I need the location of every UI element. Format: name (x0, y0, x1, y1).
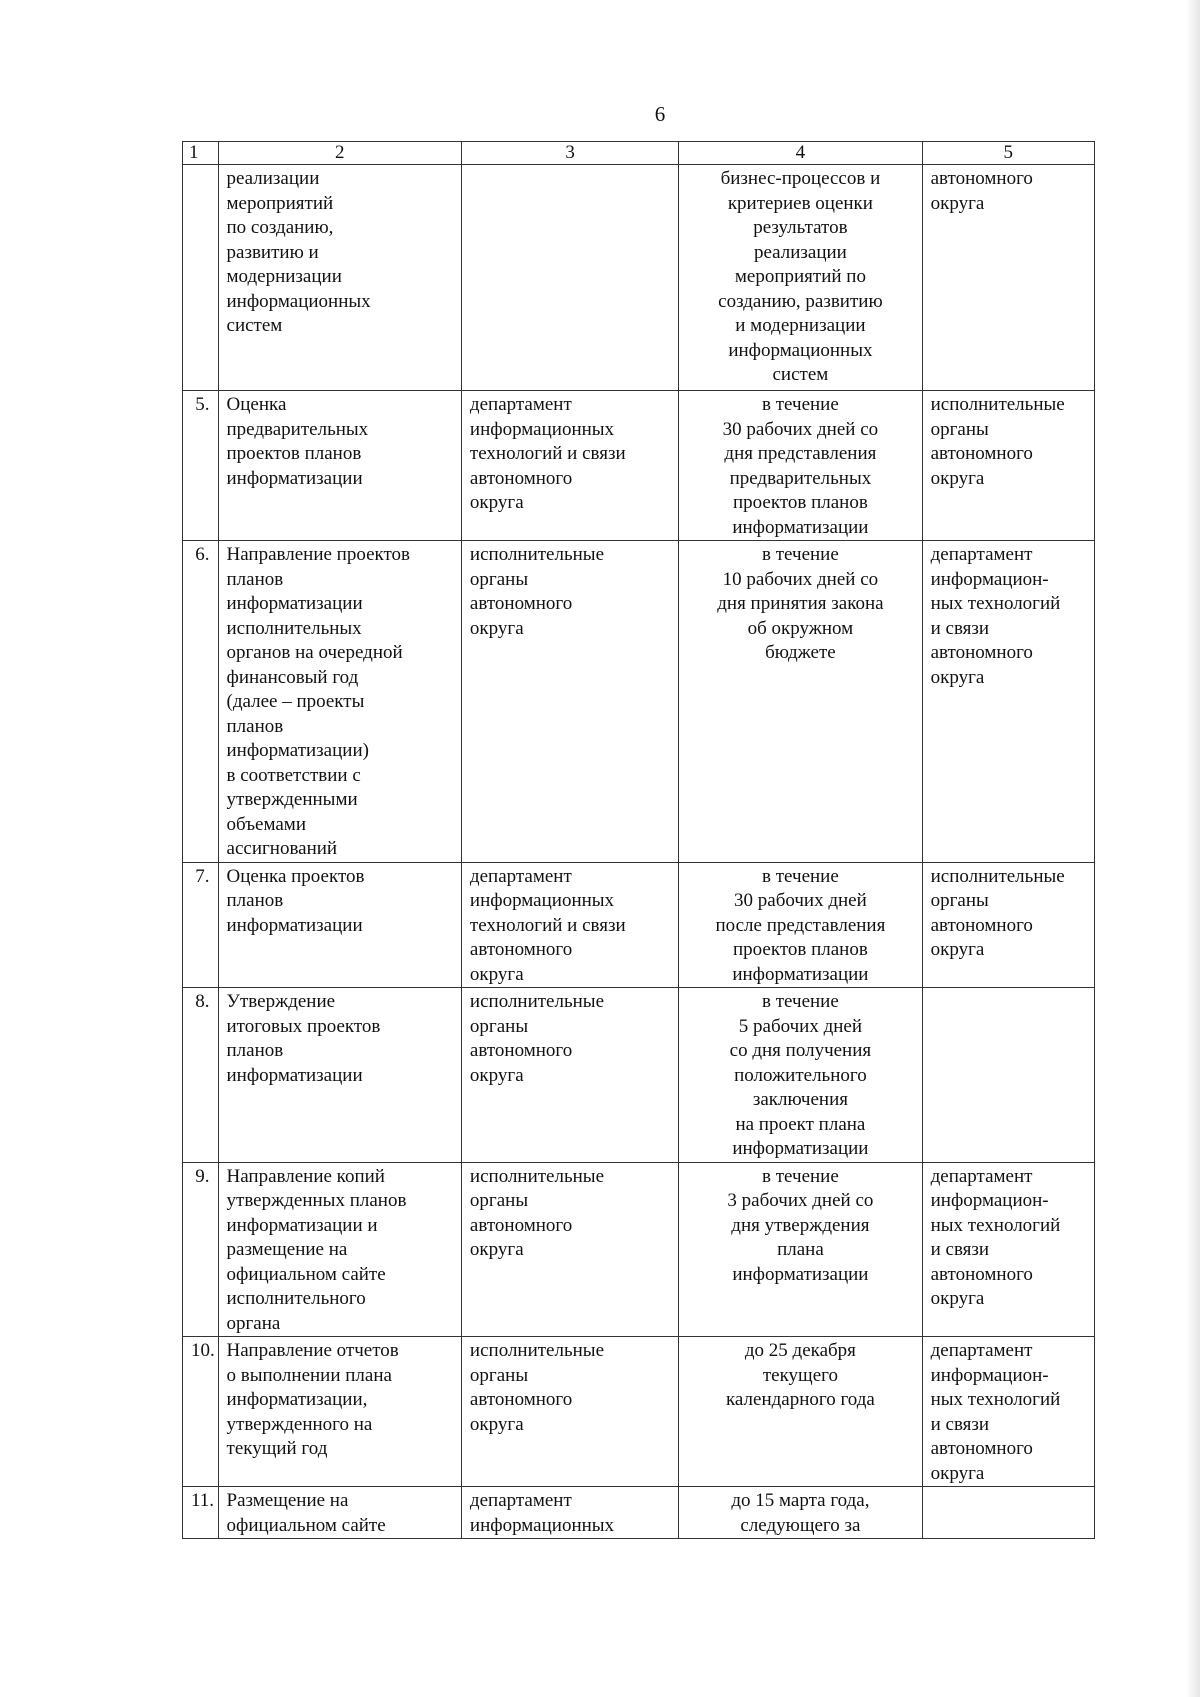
executor-cell (461, 862, 678, 988)
cell-line: утвержденных планов (226, 1190, 407, 1211)
cell-line: органы (930, 890, 989, 911)
cell-line: 5 рабочих дней (738, 1015, 863, 1037)
cell-line: результатов (753, 217, 848, 238)
cell-line: в течение (762, 865, 839, 887)
table-row (183, 391, 1095, 541)
cell-line: предварительных (226, 418, 369, 440)
cell-line: плана (777, 1239, 824, 1260)
header-row (183, 142, 1095, 165)
cell-line: округа (930, 192, 985, 214)
row-number: 7. (183, 862, 219, 988)
cell-line: критериев оценки (727, 192, 873, 214)
cell-line: мероприятий (226, 192, 334, 214)
term-cell (679, 1162, 922, 1337)
cell-line: информационных (226, 290, 371, 312)
cell-line: официальном сайте (226, 1514, 386, 1536)
executor-cell (461, 1337, 678, 1487)
cell-line: автономного (930, 1263, 1033, 1285)
table-row (183, 1162, 1095, 1337)
cell-line: текущий год (226, 1438, 328, 1459)
table-row (183, 541, 1095, 863)
row-number: 9. (183, 1162, 219, 1337)
action-cell (218, 862, 461, 988)
cell-line: ных технологий (930, 593, 1061, 614)
cell-line: 3 рабочих дней со (727, 1190, 874, 1211)
table-row (183, 1487, 1095, 1539)
cell-line: планов (226, 890, 284, 911)
action-cell (218, 1337, 461, 1487)
term-cell (679, 988, 922, 1163)
cell-line: утвержденного на (226, 1413, 373, 1435)
cell-line: ных технологий (930, 1389, 1061, 1410)
cell-line: Размещение на (226, 1490, 349, 1511)
cell-line: департамент (930, 1340, 1033, 1361)
table-row (183, 988, 1095, 1163)
cell-line: заключения (752, 1089, 848, 1110)
cell-line: на проект плана (735, 1113, 866, 1135)
cell-line: планов (226, 1040, 284, 1061)
cell-line: автономного (469, 1214, 573, 1236)
cell-line: предварительных (729, 467, 872, 489)
cell-line: финансовый год (226, 666, 359, 688)
cell-line: размещение на (226, 1239, 348, 1260)
cell-line: органы (469, 1364, 529, 1386)
cell-line: округа (469, 1239, 524, 1260)
cell-line: Направление проектов (226, 544, 411, 565)
cell-line: утвержденными (226, 789, 358, 810)
cell-line: исполнительные (930, 865, 1065, 887)
cell-line: округа (930, 1288, 985, 1309)
header-col-5: 5 (922, 142, 1094, 165)
cell-line: информационных (469, 418, 615, 440)
cell-line: Направление отчетов (226, 1340, 399, 1361)
cell-line: информационных (469, 1514, 615, 1536)
cell-line: планов (226, 568, 284, 590)
cell-line: в течение (762, 1165, 839, 1187)
cell-line: и связи (930, 617, 990, 639)
executor-cell (461, 1487, 678, 1539)
table-row (183, 1337, 1095, 1487)
cell-line: ассигнований (226, 838, 338, 859)
cell-line: округа (469, 1064, 524, 1086)
cell-line: органы (469, 568, 529, 590)
term-cell (679, 541, 922, 863)
cell-line: бизнес-процессов и (720, 168, 881, 189)
row-number: 10. (183, 1337, 219, 1487)
cell-line: округа (469, 1413, 524, 1435)
cell-line: автономного (469, 467, 573, 489)
header-col-2: 2 (218, 142, 461, 165)
cell-line: информатизации (226, 914, 363, 936)
cell-line: планов (226, 715, 284, 737)
cell-line: округа (469, 617, 524, 639)
table-row (183, 862, 1095, 988)
cell-line: органы (469, 1190, 529, 1211)
header-col-1: 1 (183, 142, 219, 165)
cell-line: округа (930, 666, 985, 688)
executor-cell (461, 391, 678, 541)
action-cell (218, 1162, 461, 1337)
cell-line: дня принятия закона (717, 593, 884, 614)
table-body (183, 165, 1095, 1539)
cell-line: дня представления (724, 443, 877, 464)
cell-line: информатизации (732, 963, 869, 985)
cell-line: систем (226, 315, 283, 336)
cell-line: органа (226, 1312, 281, 1334)
row-number: 5. (183, 391, 219, 541)
executor-cell (461, 988, 678, 1163)
cell-line: информацион- (930, 568, 1049, 590)
cell-line: в соответствии с (226, 764, 361, 786)
cell-line: по созданию, (226, 217, 334, 238)
cell-line: и связи (930, 1239, 990, 1260)
recipient-cell (922, 541, 1094, 863)
cell-line: 30 рабочих дней со (722, 418, 879, 440)
scan-edge-shadow (1186, 0, 1200, 1697)
cell-line: (далее – проекты (226, 691, 365, 712)
cell-line: текущего (762, 1364, 838, 1386)
cell-line: информатизации и (226, 1214, 378, 1236)
cell-line: округа (469, 492, 524, 513)
cell-line: проектов планов (733, 492, 868, 513)
recipient-cell (922, 1162, 1094, 1337)
cell-line: объемами (226, 813, 306, 835)
cell-line: в течение (762, 394, 839, 415)
cell-line: информацион- (930, 1190, 1049, 1211)
cell-line: итоговых проектов (226, 1015, 381, 1037)
cell-line: проектов планов (226, 443, 362, 464)
term-cell (679, 1487, 922, 1539)
action-cell (218, 391, 461, 541)
cell-line: информатизации (732, 516, 869, 538)
cell-line: в течение (762, 544, 839, 565)
cell-line: автономного (469, 1389, 573, 1410)
action-cell (218, 988, 461, 1163)
row-number: 6. (183, 541, 219, 863)
cell-line: систем (772, 364, 829, 385)
recipient-cell (922, 988, 1094, 1163)
cell-line: информатизации (226, 467, 363, 489)
cell-line: департамент (930, 1165, 1033, 1187)
cell-line: информатизации (226, 1064, 363, 1086)
cell-line: календарного года (725, 1389, 875, 1410)
cell-line: реализации (753, 241, 847, 263)
cell-line: и модернизации (735, 315, 866, 336)
cell-line: автономного (930, 443, 1033, 464)
cell-line: Утверждение (226, 991, 336, 1012)
cell-line: исполнительные (469, 544, 605, 565)
cell-line: информационных (728, 339, 873, 361)
recipient-cell (922, 862, 1094, 988)
cell-line: округа (469, 963, 524, 985)
cell-line: исполнительные (469, 1340, 605, 1361)
cell-line: округа (930, 1462, 985, 1484)
cell-line: информатизации) (226, 740, 369, 761)
cell-line: органов на очередной (226, 642, 403, 663)
term-cell (679, 862, 922, 988)
executor-cell (461, 165, 678, 391)
cell-line: модернизации (226, 266, 342, 287)
cell-line: положительного (734, 1064, 867, 1086)
header-col-3: 3 (461, 142, 678, 165)
cell-line: информацион- (930, 1364, 1049, 1386)
cell-line: мероприятий по (734, 266, 866, 287)
cell-line: автономного (930, 1438, 1033, 1459)
recipient-cell (922, 391, 1094, 541)
cell-line: о выполнении плана (226, 1364, 392, 1386)
cell-line: автономного (469, 1040, 573, 1061)
cell-line: округа (930, 467, 985, 489)
document-table (182, 141, 1095, 1539)
cell-line: округа (930, 939, 985, 960)
cell-line: в течение (762, 991, 839, 1012)
cell-line: исполнительных (226, 617, 362, 639)
cell-line: департамент (469, 865, 572, 887)
action-cell (218, 165, 461, 391)
cell-line: следующего за (740, 1514, 861, 1536)
cell-line: реализации (226, 168, 320, 189)
term-cell (679, 1337, 922, 1487)
cell-line: автономного (469, 593, 573, 614)
header-col-4: 4 (679, 142, 922, 165)
action-cell (218, 1487, 461, 1539)
executor-cell (461, 1162, 678, 1337)
cell-line: Оценка (226, 394, 287, 415)
cell-line: 30 рабочих дней (734, 890, 867, 911)
cell-line: до 15 марта года, (731, 1490, 870, 1511)
page-number: 6 (654, 102, 666, 126)
cell-line: созданию, развитию (718, 290, 883, 312)
cell-line: информатизации (732, 1263, 869, 1285)
action-cell (218, 541, 461, 863)
table-row (183, 165, 1095, 391)
recipient-cell (922, 1337, 1094, 1487)
cell-line: информационных (469, 890, 615, 911)
cell-line: автономного (930, 642, 1033, 663)
cell-line: информатизации (226, 593, 363, 614)
cell-line: Оценка проектов (226, 865, 365, 887)
term-cell (679, 391, 922, 541)
cell-line: департамент (469, 394, 572, 415)
recipient-cell (922, 1487, 1094, 1539)
table-header (183, 142, 1095, 165)
recipient-cell (922, 165, 1094, 391)
cell-line: исполнительного (226, 1288, 366, 1309)
cell-line: об окружном (747, 617, 854, 639)
cell-line: официальном сайте (226, 1263, 386, 1285)
executor-cell (461, 541, 678, 863)
cell-line: 10 рабочих дней со (722, 568, 879, 590)
cell-line: органы (469, 1015, 529, 1037)
cell-line: бюджете (765, 642, 836, 663)
cell-line: информатизации, (226, 1389, 368, 1410)
cell-line: информатизации (732, 1138, 869, 1159)
cell-line: после представления (715, 914, 886, 936)
term-cell (679, 165, 922, 391)
cell-line: департамент (930, 544, 1033, 565)
row-number (183, 165, 219, 391)
cell-line: проектов планов (733, 939, 868, 960)
cell-line: департамент (469, 1490, 572, 1511)
row-number: 11. (183, 1487, 219, 1539)
cell-line: развитию и (226, 241, 319, 263)
cell-line: до 25 декабря (744, 1340, 856, 1361)
cell-line: дня утверждения (731, 1214, 870, 1236)
cell-line: и связи (930, 1413, 990, 1435)
cell-line: ных технологий (930, 1214, 1061, 1236)
cell-line: технологий и связи (469, 914, 626, 936)
cell-line: исполнительные (930, 394, 1065, 415)
cell-line: со дня получения (729, 1040, 872, 1061)
row-number: 8. (183, 988, 219, 1163)
cell-line: автономного (930, 168, 1033, 189)
cell-line: автономного (930, 914, 1033, 936)
cell-line: Направление копий (226, 1165, 385, 1187)
cell-line: исполнительные (469, 1165, 605, 1187)
cell-line: органы (930, 418, 989, 440)
cell-line: исполнительные (469, 991, 605, 1012)
cell-line: автономного (469, 939, 573, 960)
cell-line: технологий и связи (469, 443, 626, 464)
